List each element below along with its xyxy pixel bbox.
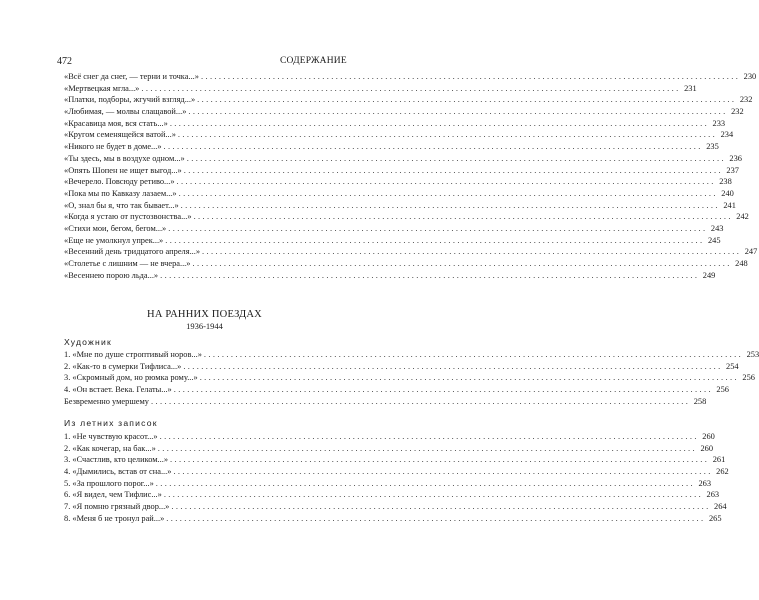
- toc-entry-page: 237: [726, 165, 739, 175]
- dot-leader: ........................................................................................................................: [192, 259, 732, 268]
- toc-entry: [64, 141, 719, 153]
- dot-leader: ........................................................................................................................: [177, 130, 718, 140]
- dot-leader: ........................................................................................................................: [186, 153, 726, 163]
- toc-entry-page: 260: [702, 432, 715, 441]
- toc-entry-page: 234: [720, 130, 734, 140]
- toc-entry-page: 262: [716, 467, 729, 477]
- toc-entry-title: «Пока мы по Кавказу лазаем...»: [64, 188, 177, 198]
- dot-leader: ........................................................................................................................: [171, 502, 711, 512]
- toc-entry-title: 3. «Скромный дом, но рюмка рому...»: [64, 373, 198, 383]
- toc-entry: [64, 372, 755, 384]
- toc-entry-title: 3. «Счастлив, кто целиком...»: [64, 455, 169, 465]
- dot-leader: ........................................................................................................................: [165, 235, 705, 245]
- toc-entry-page: 238: [719, 177, 732, 187]
- toc-entry-title: «Столетье с лишним — не вчера...»: [64, 259, 191, 268]
- toc-entry-page: 236: [729, 153, 742, 163]
- toc-entry-page: 232: [731, 107, 744, 117]
- toc-entry: [64, 153, 742, 165]
- dot-leader: ........................................................................................................................: [203, 350, 744, 359]
- toc-entry-title: «Весеннею порою льда...»: [64, 270, 159, 280]
- toc-summer-notes-list: [64, 431, 729, 525]
- section-heading: [64, 309, 345, 331]
- toc-entry-page: 230: [743, 72, 757, 81]
- toc-entry-title: «Когда я устаю от пустозвонства...»: [64, 212, 192, 222]
- toc-entry: [64, 361, 739, 373]
- subsection-title-summer-notes: Из летних записок: [64, 418, 158, 428]
- toc-entry-title: «Никого не будет в доме...»: [64, 142, 162, 152]
- toc-entry-title: «Еще не умолкнул упрек...»: [64, 235, 164, 245]
- toc-entry: [64, 71, 757, 83]
- toc-entry-page: 241: [723, 200, 736, 210]
- toc-entry-title: 6. «Я видел, чем Тифлис...»: [64, 490, 162, 500]
- dot-leader: ........................................................................................................................: [169, 118, 710, 128]
- dot-leader: ........................................................................................................................: [163, 490, 704, 500]
- toc-entry-page: 263: [698, 478, 712, 488]
- dot-leader: ........................................................................................................................: [168, 223, 708, 233]
- toc-entry: [64, 106, 744, 118]
- toc-entry: [64, 165, 739, 177]
- toc-entry-title: 7. «Я помню грязный двор...»: [64, 502, 170, 512]
- toc-entry-title: «Ты здесь, мы в воздухе одном...»: [64, 153, 185, 163]
- toc-entry-title: «Кругом семенящейся ватой...»: [64, 130, 176, 140]
- toc-entry-page: 245: [707, 235, 721, 245]
- toc-entry-title: 2. «Как-то в сумерки Тифлиса...»: [64, 361, 182, 371]
- page-number: 472: [57, 56, 72, 67]
- toc-entry: [64, 246, 758, 258]
- toc-entry: [64, 118, 726, 130]
- toc-entry-title: «Весенний день тридцатого апреля...»: [64, 247, 201, 257]
- dot-leader: ........................................................................................................................: [163, 142, 703, 152]
- toc-entry-page: 258: [693, 396, 707, 406]
- toc-entry-title: Безвременно умершему: [64, 396, 149, 406]
- toc-entry-page: 256: [742, 373, 755, 383]
- toc-entry-title: «Красавица моя, вся стать...»: [64, 118, 168, 128]
- dot-leader: ........................................................................................................................: [173, 385, 713, 395]
- toc-entry-page: 232: [739, 95, 753, 105]
- toc-entry: [64, 188, 734, 200]
- toc-painter-list: [64, 349, 759, 407]
- toc-entry-page: 264: [714, 502, 727, 512]
- toc-entry-title: 4. «Дымились, встав от сна...»: [64, 467, 172, 477]
- toc-entry: [64, 258, 748, 270]
- toc-entry-page: 240: [721, 188, 734, 198]
- toc-entry-page: 249: [702, 270, 716, 280]
- toc-entry: [64, 396, 707, 408]
- toc-entry: [64, 513, 722, 525]
- toc-entry: [64, 235, 721, 247]
- toc-entry: [64, 384, 729, 396]
- toc-entry-page: 235: [706, 142, 719, 152]
- subsection-title-painter: Художник: [64, 337, 112, 347]
- toc-entry: [64, 176, 732, 188]
- toc-entry-page: 242: [736, 212, 749, 222]
- section-years: 1936-1944: [186, 321, 223, 331]
- toc-entry-title: 4. «Он встает. Века. Гелаты...»: [64, 385, 172, 395]
- toc-entry: [64, 489, 720, 501]
- toc-entry-page: 265: [708, 513, 722, 523]
- toc-entry: [64, 478, 712, 490]
- toc-entry-title: «Вечерело. Повсюду ретиво...»: [64, 177, 175, 187]
- dot-leader: ........................................................................................................................: [200, 72, 741, 81]
- toc-entry-page: 260: [700, 443, 714, 453]
- dot-leader: ........................................................................................................................: [178, 188, 718, 198]
- toc-entry-page: 233: [712, 118, 726, 128]
- toc-entry-title: «Мертвецкая мгла...»: [64, 83, 140, 93]
- running-header: СОДЕРЖАНИЕ: [280, 56, 347, 66]
- toc-entry-page: 231: [684, 83, 697, 93]
- toc-entry: [64, 431, 715, 443]
- toc-entry: [64, 83, 697, 95]
- toc-entry-page: 263: [706, 490, 720, 500]
- dot-leader: ........................................................................................................................: [151, 396, 691, 406]
- toc-entry-page: 261: [712, 455, 726, 465]
- toc-entry-page: 253: [746, 350, 759, 359]
- dot-leader: ........................................................................................................................: [155, 478, 696, 488]
- section-title: НА РАННИХ ПОЕЗДАХ: [147, 309, 262, 320]
- toc-entry: [64, 94, 753, 106]
- toc-entry-title: 5. «За прошлого порог...»: [64, 478, 154, 488]
- toc-entry: [64, 349, 759, 361]
- toc-entry-page: 243: [710, 223, 724, 233]
- toc-entry-page: 247: [744, 247, 758, 257]
- dot-leader: ........................................................................................................................: [157, 443, 698, 453]
- dot-leader: ........................................................................................................................: [183, 165, 723, 175]
- dot-leader: ........................................................................................................................: [202, 247, 742, 257]
- toc-entry: [64, 270, 716, 282]
- toc-entry-title: «Любимая, — молвы слащавой...»: [64, 107, 187, 117]
- toc-top-list: [64, 71, 758, 281]
- dot-leader: ........................................................................................................................: [180, 200, 720, 210]
- toc-entry-title: 8. «Меня б не тронул рай...»: [64, 513, 165, 523]
- toc-entry: [64, 466, 729, 478]
- toc-entry-title: «Стихи мои, бегом, бегом...»: [64, 223, 167, 233]
- dot-leader: ........................................................................................................................: [141, 83, 681, 93]
- dot-leader: ........................................................................................................................: [170, 455, 710, 465]
- dot-leader: ........................................................................................................................: [197, 95, 737, 105]
- toc-entry-page: 248: [735, 259, 748, 268]
- dot-leader: ........................................................................................................................: [193, 212, 733, 222]
- toc-entry: [64, 200, 736, 212]
- toc-entry-page: 256: [716, 385, 729, 395]
- toc-entry: [64, 443, 714, 455]
- dot-leader: ........................................................................................................................: [176, 177, 716, 187]
- dot-leader: ........................................................................................................................: [160, 270, 700, 280]
- toc-entry: [64, 211, 749, 223]
- toc-entry-title: «Опять Шопен не ищет выгод...»: [64, 165, 182, 175]
- toc-entry-title: «Платки, подборы, жгучий взгляд...»: [64, 95, 196, 105]
- dot-leader: ........................................................................................................................: [188, 107, 728, 117]
- dot-leader: ........................................................................................................................: [173, 467, 713, 477]
- dot-leader: ........................................................................................................................: [183, 361, 723, 371]
- toc-entry: [64, 223, 724, 235]
- toc-entry-page: 254: [726, 361, 739, 371]
- toc-entry: [64, 501, 727, 513]
- toc-entry-title: 1. «Не чувствую красот...»: [64, 432, 158, 441]
- dot-leader: ........................................................................................................................: [159, 432, 699, 441]
- dot-leader: ........................................................................................................................: [199, 373, 739, 383]
- toc-entry-title: 2. «Как кочегар, на бак...»: [64, 443, 156, 453]
- toc-entry-title: 1. «Мне по душе строптивый норов...»: [64, 350, 202, 359]
- toc-entry: [64, 129, 734, 141]
- toc-entry: [64, 454, 726, 466]
- dot-leader: ........................................................................................................................: [166, 513, 706, 523]
- toc-entry-title: «Всё снег да снег, — терни и точка...»: [64, 72, 199, 81]
- toc-entry-title: «О, знал бы я, что так бывает...»: [64, 200, 179, 210]
